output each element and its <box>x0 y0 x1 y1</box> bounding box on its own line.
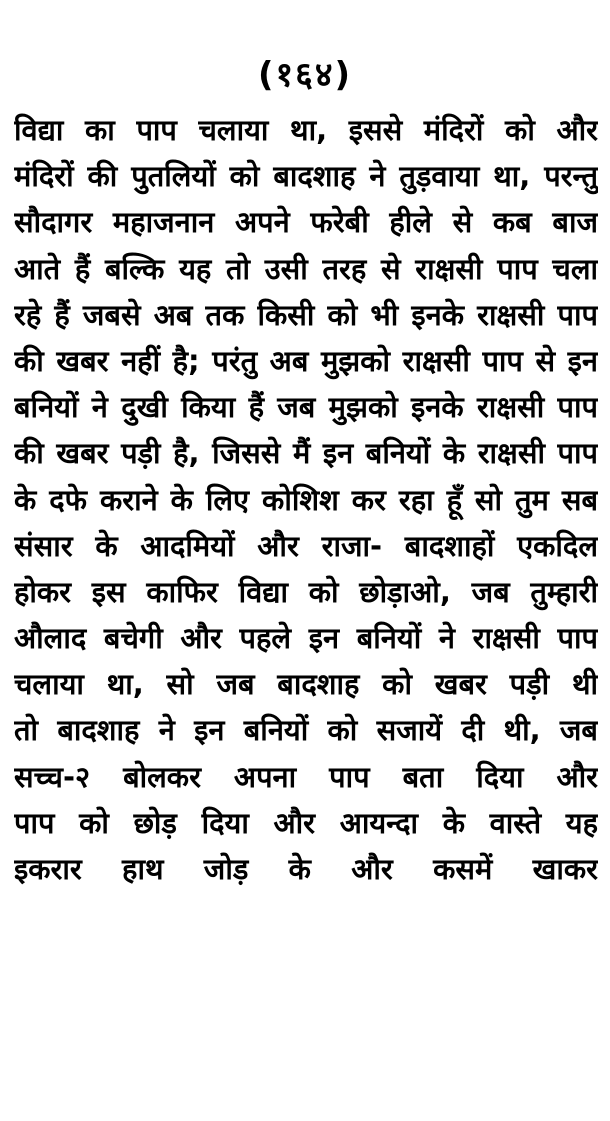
text-line: होकर इस काफिर विद्या को छोड़ाओ, जब तुम्हारी <box>14 574 598 609</box>
text-line: विद्या का पाप चलाया था, इससे मंदिरों को और <box>14 113 598 147</box>
text-line: सच्च-२ बोलकर अपना पाप बता दिया और <box>14 759 598 794</box>
text-line: औलाद बचेगी और पहले इन बनियों ने राक्षसी पाप <box>14 621 598 656</box>
text-line: संसार के आदमियों और राजा- बादशाहों एकदिल <box>14 528 598 563</box>
body-text <box>14 107 598 892</box>
page-number: (१६४) <box>257 55 353 95</box>
text-line: मंदिरों की पुतलियों को बादशाह ने तुड़वाया था, परन्तु <box>14 159 598 194</box>
text-line: चलाया था, सो जब बादशाह को खबर पड़ी थी <box>14 667 598 702</box>
text-line: तो बादशाह ने इन बनियों को सजायें दी थी, जब <box>14 713 598 748</box>
text-line: की खबर नहीं है; परंतु अब मुझको राक्षसी पाप से इन <box>14 343 598 378</box>
text-line: सौदागर महाजनान अपने फरेबी हीले से कब बाज <box>14 205 598 240</box>
text-line: की खबर पड़ी है, जिससे मैं इन बनियों के राक्षसी पाप <box>14 436 598 471</box>
text-line: रहे हैं जबसे अब तक किसी को भी इनके राक्षसी पाप <box>14 297 598 332</box>
text-line: बनियों ने दुखी किया हैं जब मुझको इनके राक्षसी पाप <box>14 390 598 425</box>
text-line: के दफे कराने के लिए कोशिश कर रहा हूँ सो तुम सब <box>14 482 598 517</box>
text-line: आते हैं बल्कि यह तो उसी तरह से राक्षसी पाप चला <box>14 251 598 286</box>
text-line: इकरार हाथ जोड़ के और कसमें खाकर <box>14 852 598 886</box>
text-line: पाप को छोड़ दिया और आयन्दा के वास्ते यह <box>14 805 598 840</box>
